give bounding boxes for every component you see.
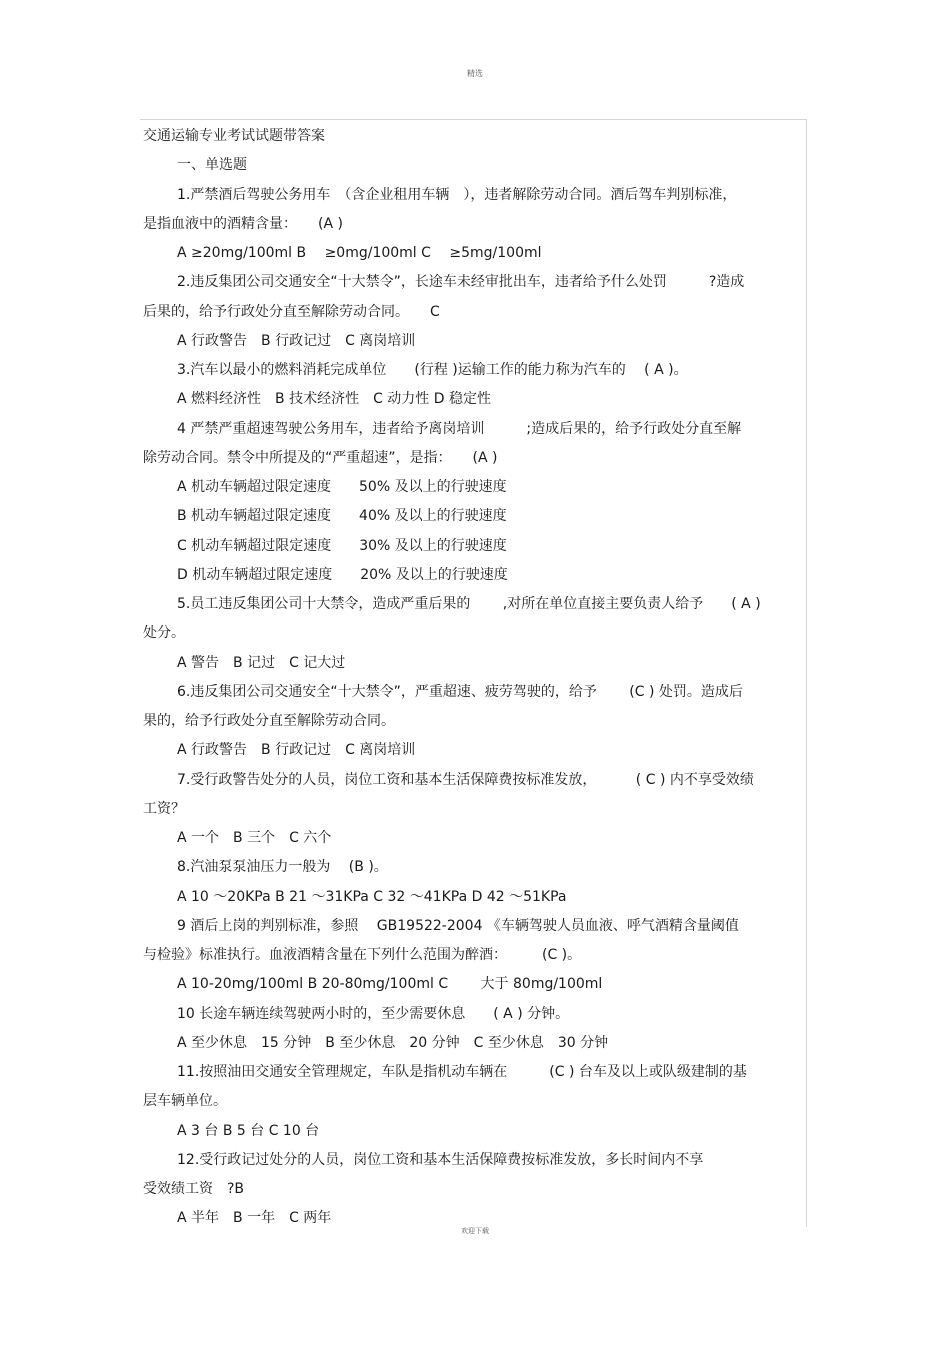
text-line: A 至少休息 15 分钟 B 至少休息 20 分钟 C 至少休息 30 分钟	[177, 1034, 609, 1051]
text-line: A 10 ～20KPa B 21 ～31KPa C 32 ～41KPa D 42 ～51KPa	[177, 888, 567, 905]
text-line: A 燃料经济性 B 技术经济性 C 动力性 D 稳定性	[177, 391, 491, 408]
text-line: 受效绩工资 ?B	[143, 1181, 245, 1197]
text-line: 1.严禁酒后驾驶公务用车 （含企业租用车辆 ），违者解除劳动合同。酒后驾车判别标准，	[177, 186, 737, 203]
text-line: A 机动车辆超过限定速度 50% 及以上的行驶速度	[177, 479, 507, 495]
text-line: 处分。	[143, 625, 185, 642]
text-line: A 一个 B 三个 C 六个	[177, 830, 332, 846]
text-line: A 行政警告 B 行政记过 C 离岗培训	[177, 742, 416, 759]
document-body	[143, 122, 800, 1234]
text-line: 除劳动合同。禁令中所提及的“严重超速”，是指： (A )	[143, 449, 498, 466]
page-header: 精选	[467, 69, 483, 78]
text-line: A 行政警告 B 行政记过 C 离岗培训	[177, 332, 416, 349]
document-title: 交通运输专业考试试题带答案	[143, 128, 325, 144]
text-line: 2.违反集团公司交通安全“十大禁令”，长途车未经审批出车，违者给予什么处罚 ?造成	[177, 274, 745, 291]
text-line: 果的，给予行政处分直至解除劳动合同。	[143, 713, 395, 729]
text-line: 8.汽油泵泵油压力一般为 (B )。	[177, 859, 388, 876]
text-line: 11.按照油田交通安全管理规定，车队是指机动车辆在 (C ) 台车及以上或队级建制的基	[177, 1064, 747, 1080]
text-line: 7.受行政警告处分的人员，岗位工资和基本生活保障费按标准发放， ( C ) 内不享受效绩	[177, 771, 754, 788]
text-line: 4 严禁严重超速驾驶公务用车，违者给予离岗培训 ;造成后果的，给予行政处分直至解	[177, 420, 742, 437]
text-line: A ≥20mg/100ml B ≥0mg/100ml C ≥5mg/100ml	[177, 245, 542, 261]
text-line: A 警告 B 记过 C 记大过	[177, 654, 346, 671]
text-line: 与检验》标准执行。血液酒精含量在下列什么范围为醉酒： (C )。	[143, 947, 582, 963]
text-line: A 10-20mg/100ml B 20-80mg/100ml C 大于 80mg/100ml	[177, 976, 603, 993]
text-line: 3.汽车以最小的燃料消耗完成单位 (行程 )运输工作的能力称为汽车的 ( A )。	[177, 362, 688, 378]
page-footer: 欢迎下载	[461, 1227, 489, 1235]
text-line: 后果的，给予行政处分直至解除劳动合同。 C	[143, 303, 440, 320]
text-line: 是指血液中的酒精含量： (A )	[143, 215, 343, 232]
text-line: 5.员工违反集团公司十大禁令，造成严重后果的 ,对所在单位直接主要负责人给予 ( A )	[177, 596, 761, 612]
text-line: A 3 台 B 5 台 C 10 台	[177, 1122, 320, 1139]
section-heading: 一、单选题	[177, 157, 247, 174]
text-line: 6.违反集团公司交通安全“十大禁令”，严重超速、疲劳驾驶的，给予 (C ) 处罚。造成后	[177, 683, 743, 700]
text-line: 10 长途车辆连续驾驶两小时的，至少需要休息 ( A ) 分钟。	[177, 1005, 570, 1022]
text-line: 9 酒后上岗的判别标准，参照 GB19522-2004 《车辆驾驶人员血液、呼气酒精含量阈值	[177, 917, 739, 934]
text-line: 层车辆单位。	[143, 1093, 227, 1110]
text-line: B 机动车辆超过限定速度 40% 及以上的行驶速度	[177, 508, 507, 525]
text-line: A 半年 B 一年 C 两年	[177, 1210, 332, 1227]
text-line: C 机动车辆超过限定速度 30% 及以上的行驶速度	[177, 537, 507, 554]
text-line: 工资？	[143, 800, 185, 817]
question-lines	[143, 181, 800, 1234]
text-line: D 机动车辆超过限定速度 20% 及以上的行驶速度	[177, 566, 508, 583]
text-line: 12.受行政记过处分的人员，岗位工资和基本生活保障费按标准发放，多长时间内不享	[177, 1151, 704, 1168]
